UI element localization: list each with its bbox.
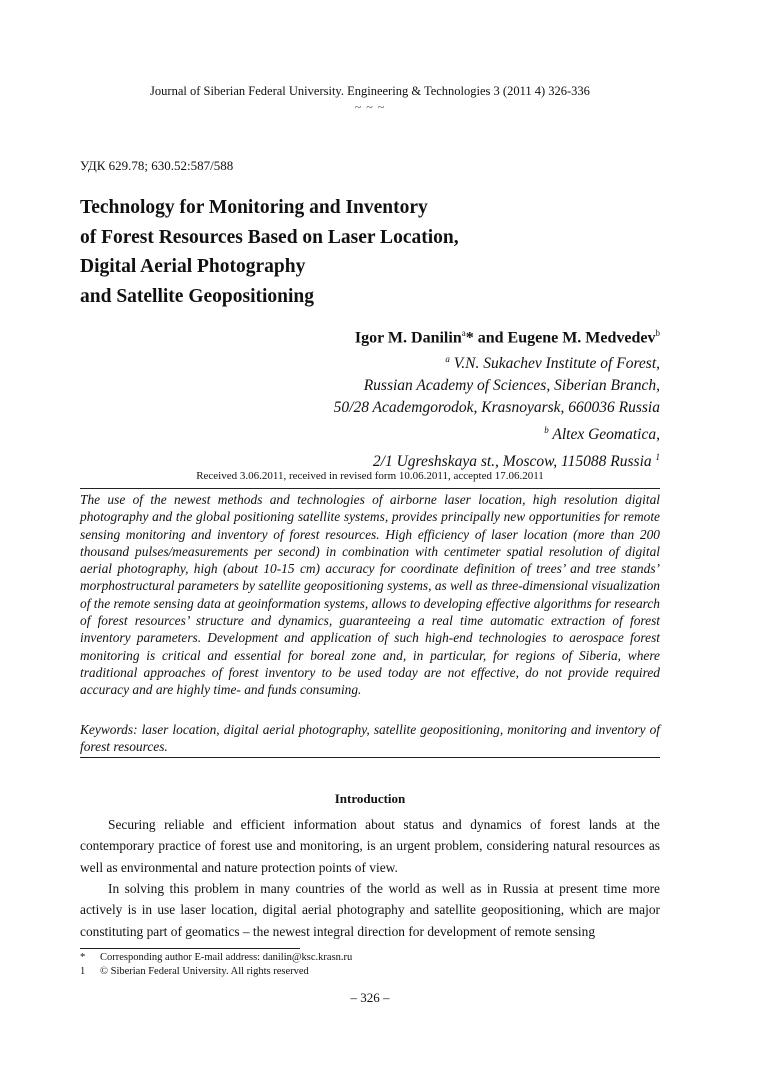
authors [355, 328, 660, 347]
author-name: Igor M. Danilin [354, 329, 462, 347]
footnote [80, 966, 309, 977]
author-name: Eugene M. Medvedev [507, 329, 656, 347]
affiliation-line: 50/28 Academgorodok, Krasnoyarsk, 660036 Russia [333, 399, 660, 417]
affiliation-line [334, 419, 660, 446]
body-paragraph: In solving this problem in many countries of the world as well as in Russia at present time more actively is in use laser location, digital aerial photography and satellite geopositioning, which are major constituting part of geomatics – the newest integral direction for development of remote sensing [80, 881, 660, 939]
abstract-top-rule [80, 488, 660, 489]
affiliation-marker: b [544, 425, 549, 436]
affiliation-marker: a [461, 328, 466, 338]
journal-header: Journal of Siberian Federal University. Engineering & Technologies 3 (2011 4) 326-336 [150, 84, 590, 98]
title-line: Digital Aerial Photography [80, 256, 306, 277]
affiliation-text: V.N. Sukachev Institute of Forest, [453, 355, 660, 373]
paper-title [80, 193, 680, 311]
corresponding-marker: * [465, 329, 474, 347]
affiliation-text: 2/1 Ugreshskaya st., Moscow, 115088 Russia [372, 453, 652, 471]
affiliation-text: Altex Geomatica, [552, 426, 660, 444]
title-line: and Satellite Geopositioning [80, 285, 315, 307]
affiliation-marker: a [445, 354, 450, 364]
affiliation-marker: b [655, 328, 660, 338]
section-title-introduction: Introduction [334, 791, 406, 806]
received-dates: Received 3.06.2011, received in revised form 10.06.2011, accepted 17.06.2011 [196, 470, 544, 482]
footnote-text: © Siberian Federal University. All rights reserved [100, 966, 309, 977]
footnote-marker: * [80, 952, 86, 963]
title-line: Technology for Monitoring and Inventory [80, 197, 428, 218]
author-joiner: and [473, 329, 508, 347]
body-paragraph: Securing reliable and efficient information about status and dynamics of forest lands at the contemporary practice of forest use and monitoring, is an urgent problem, considering natural resources as well as environmental and nature protection points of view. [80, 817, 660, 875]
keywords: Keywords: laser location, digital aerial photography, satellite geopositioning, monitoring and inventory of forest resources. [80, 722, 660, 755]
affiliation-line [334, 348, 660, 375]
affiliation-line: Russian Academy of Sciences, Siberian Branch, [363, 377, 660, 395]
page-number: – 326 – [350, 990, 390, 1005]
affiliations [334, 348, 660, 473]
footnote-rule [80, 948, 300, 949]
title-line: of Forest Resources Based on Laser Location, [80, 226, 459, 248]
udk-code: УДК 629.78; 630.52:587/588 [80, 158, 234, 173]
abstract-bottom-rule [80, 757, 660, 758]
footnote-marker: 1 [655, 452, 660, 463]
header-separator: ~ ~ ~ [354, 100, 386, 114]
footnote-text: Corresponding author E-mail address: danilin@ksc.krasn.ru [100, 952, 353, 963]
abstract: The use of the newest methods and technologies of airborne laser location, high resolution digital photography and the global positioning satellite systems, provides principally new opportunities for remote sensing monitoring and inventory of forest resources. High efficiency of laser location (more than 200 thousand pulses/measurements per second) in combination with centimeter spatial resolution of digital aerial photography, high (about 10-15 cm) accuracy for coordinate definition of trees’ and tree stands’ morphostructural parameters by satellite geopositioning systems, as well as three-dimensional visualization of the remote sensing data at geoinformation systems, allows to developing effective algorithms for research of forest resources’ structure and dynamics, guaranteeing a real time automatic extraction of forest inventory parameters. Development and application of such high-end technologies to aerospace forest monitoring is critical and essential for boreal zone and, in particular, for regions of Siberia, where traditional approaches of forest inventory to be used today are not effective, do not provide required accuracy and are highly time- and funds consuming. [80, 492, 660, 698]
footnote-marker: 1 [80, 966, 86, 977]
footnote [80, 952, 352, 963]
